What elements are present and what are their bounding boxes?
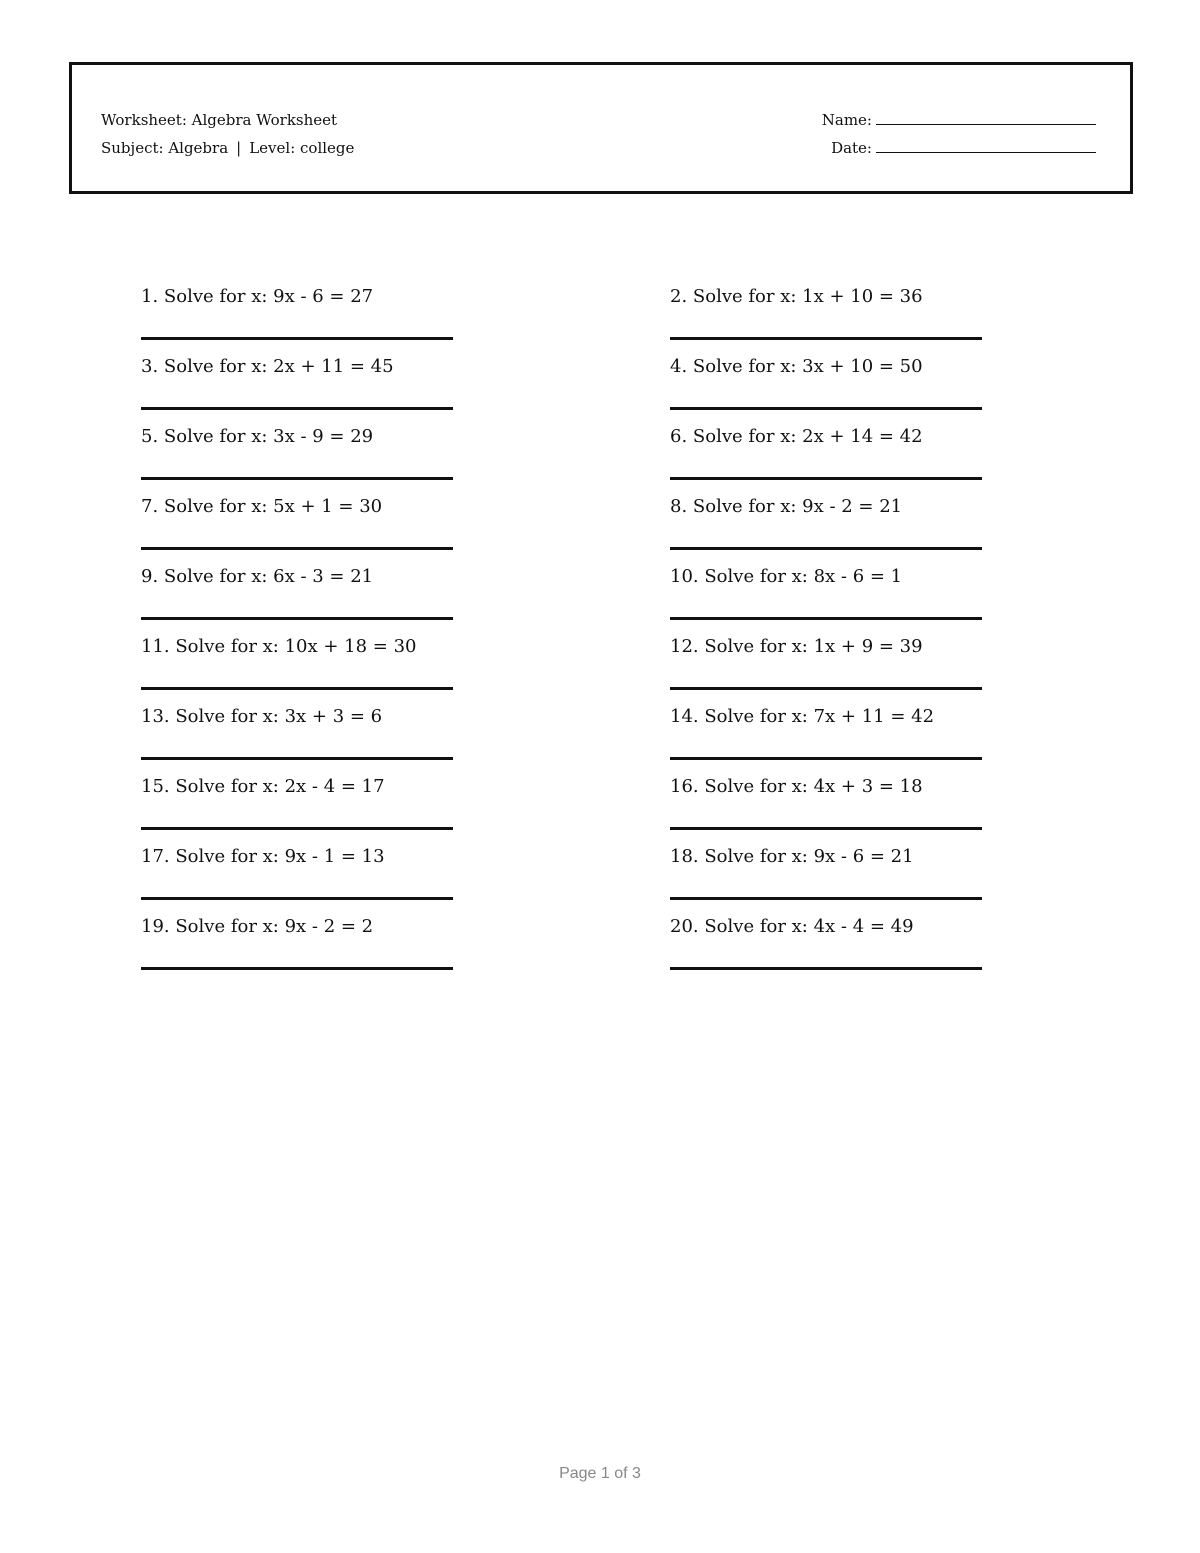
answer-line[interactable] (141, 827, 453, 830)
answer-line[interactable] (670, 967, 982, 970)
date-blank-line (876, 140, 1096, 153)
answer-line[interactable] (670, 687, 982, 690)
name-date-fields (822, 106, 1096, 162)
answer-line[interactable] (670, 547, 982, 550)
answer-line[interactable] (141, 897, 453, 900)
problem-text: 3. Solve for x: 2x + 11 = 45 (141, 356, 394, 377)
answer-line[interactable] (670, 757, 982, 760)
page-indicator: Page 1 of 3 (559, 1465, 641, 1482)
problem-item (670, 286, 982, 308)
problem-text: 13. Solve for x: 3x + 3 = 6 (141, 706, 383, 727)
answer-line[interactable] (141, 757, 453, 760)
problem-text: 12. Solve for x: 1x + 9 = 39 (670, 636, 923, 657)
problem-item (141, 566, 453, 588)
problem-text: 8. Solve for x: 9x - 2 = 21 (670, 496, 903, 517)
problem-item (141, 636, 453, 658)
problem-item (670, 916, 982, 938)
problem-item (141, 776, 453, 798)
problem-text: 2. Solve for x: 1x + 10 = 36 (670, 286, 923, 307)
name-field (822, 106, 1096, 134)
problem-item (141, 286, 453, 308)
answer-line[interactable] (670, 477, 982, 480)
problem-item (141, 706, 453, 728)
problem-item (670, 776, 982, 798)
problem-text: 7. Solve for x: 5x + 1 = 30 (141, 496, 383, 517)
answer-line[interactable] (141, 617, 453, 620)
name-label: Name: (821, 111, 872, 129)
problem-text: 1. Solve for x: 9x - 6 = 27 (141, 286, 374, 307)
problem-text: 10. Solve for x: 8x - 6 = 1 (670, 566, 903, 587)
problem-text: 9. Solve for x: 6x - 3 = 21 (141, 566, 374, 587)
answer-line[interactable] (141, 547, 453, 550)
answer-line[interactable] (670, 337, 982, 340)
problem-text: 19. Solve for x: 9x - 2 = 2 (141, 916, 374, 937)
answer-line[interactable] (141, 687, 453, 690)
problem-item (670, 356, 982, 378)
date-label: Date: (831, 139, 872, 157)
problem-item (141, 846, 453, 868)
answer-line[interactable] (670, 827, 982, 830)
separator: | (236, 139, 242, 157)
answer-line[interactable] (141, 337, 453, 340)
answer-line[interactable] (141, 477, 453, 480)
level-text: Level: college (249, 139, 355, 157)
worksheet-header (69, 62, 1133, 194)
problem-text: 20. Solve for x: 4x - 4 = 49 (670, 916, 914, 937)
problem-item (670, 566, 982, 588)
problem-text: 15. Solve for x: 2x - 4 = 17 (141, 776, 385, 797)
answer-line[interactable] (670, 897, 982, 900)
problem-text: 14. Solve for x: 7x + 11 = 42 (670, 706, 935, 727)
problem-text: 4. Solve for x: 3x + 10 = 50 (670, 356, 923, 377)
problem-item (670, 636, 982, 658)
problem-item (141, 916, 453, 938)
problem-item (141, 356, 453, 378)
name-blank-line (876, 112, 1096, 125)
subject-text: Subject: Algebra (101, 139, 229, 157)
problem-text: 17. Solve for x: 9x - 1 = 13 (141, 846, 385, 867)
answer-line[interactable] (141, 967, 453, 970)
problem-item (141, 426, 453, 448)
worksheet-title: Worksheet: Algebra Worksheet (101, 111, 338, 129)
problem-item (670, 496, 982, 518)
problem-text: 16. Solve for x: 4x + 3 = 18 (670, 776, 923, 797)
problem-item (670, 846, 982, 868)
date-field (822, 134, 1096, 162)
problem-item (141, 496, 453, 518)
problem-item (670, 706, 982, 728)
subject-level-line (101, 134, 354, 162)
header-info (101, 106, 354, 162)
problem-item (670, 426, 982, 448)
problem-text: 6. Solve for x: 2x + 14 = 42 (670, 426, 923, 447)
problem-text: 18. Solve for x: 9x - 6 = 21 (670, 846, 914, 867)
problem-text: 11. Solve for x: 10x + 18 = 30 (141, 636, 417, 657)
answer-line[interactable] (670, 617, 982, 620)
problem-text: 5. Solve for x: 3x - 9 = 29 (141, 426, 374, 447)
answer-line[interactable] (141, 407, 453, 410)
answer-line[interactable] (670, 407, 982, 410)
